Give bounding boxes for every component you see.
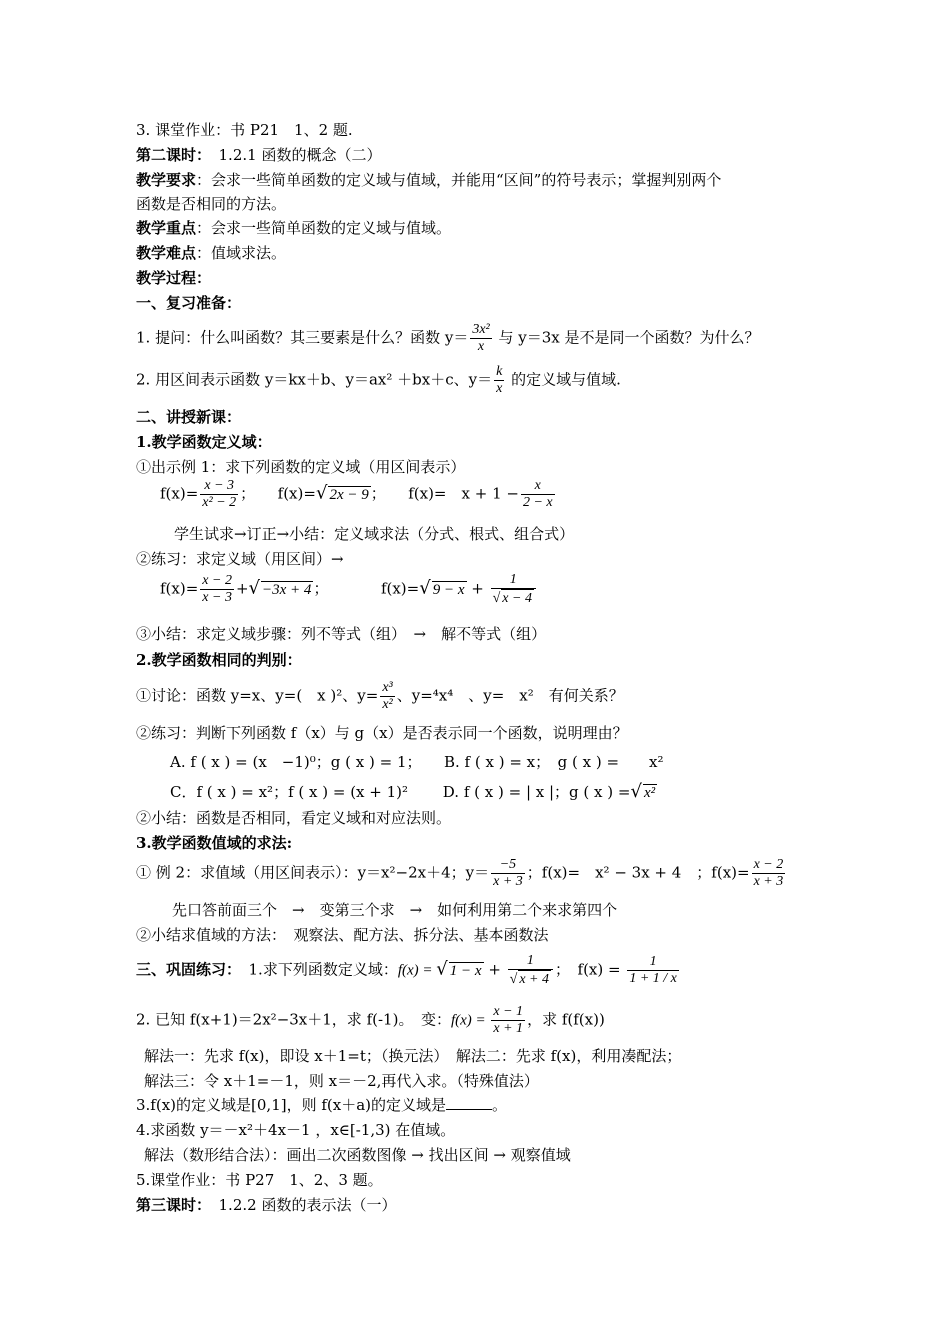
heading-range: 3.教学函数值域的求法:	[136, 834, 293, 852]
line-lesson2-title	[136, 145, 381, 165]
fraction	[200, 478, 238, 511]
line-teaching-requirements-cont: 函数是否相同的方法。	[136, 195, 287, 213]
denominator: x	[470, 338, 491, 355]
radicand: 1 − x	[449, 962, 482, 979]
fraction	[491, 1004, 525, 1037]
text: 1.求下列函数定义域：	[233, 960, 398, 979]
label: 第二课时：	[136, 146, 204, 164]
numerator: x − 3	[204, 478, 235, 493]
line-same-summary: ②小结：函数是否相同，看定义域和对应法则。	[136, 809, 452, 827]
text: 2. 已知 f(x+1)＝2x²−3x＋1，求 f(-1)。 变：	[136, 1010, 451, 1029]
denominator: x + 3	[753, 874, 784, 889]
denominator	[491, 588, 536, 607]
denominator: x	[496, 381, 503, 396]
numerator: x³	[382, 680, 393, 695]
text: ，求 f(f(x))	[527, 1010, 605, 1029]
denominator: 1 + 1 / x	[629, 971, 677, 986]
text: ；f(x)= x² − 3x + 4 ；f(x)=	[526, 863, 750, 882]
line-teaching-requirements	[136, 170, 721, 190]
text: 与 y＝3x 是不是同一个函数？为什么？	[493, 328, 760, 347]
sqrt-icon: √	[436, 958, 448, 980]
text: +	[483, 960, 506, 979]
numerator: 3x²	[472, 322, 490, 337]
line-example1-formulas	[160, 478, 557, 511]
text: 1.2.1 函数的概念（二）	[203, 146, 382, 164]
radicand: x + 4	[519, 972, 550, 987]
fraction	[470, 322, 491, 355]
line-discussion	[136, 680, 624, 713]
line-example1: ①出示例 1：求下列函数的定义域（用区间表示）	[136, 458, 466, 476]
line-consolidation	[136, 953, 681, 988]
line-solution-1-2: 解法一：先求 f(x)，即设 x＋1=t；（换元法） 解法二：先求 f(x)，利用凑配法；	[144, 1047, 682, 1065]
text: ①讨论：函数 y=x、y=( x )²、y=	[136, 686, 379, 705]
line-range-summary: ②小结求值域的方法： 观察法、配方法、拆分法、基本函数法	[136, 926, 549, 944]
numerator: x − 2	[753, 857, 784, 872]
section-label: 三、巩固练习：	[136, 960, 234, 979]
line-review-q1	[136, 322, 760, 355]
answer-blank	[446, 1095, 492, 1110]
line-exercise3	[136, 1095, 507, 1115]
line-choice-cd	[170, 782, 657, 802]
text: f(x)=	[160, 484, 199, 503]
radicand: x²	[643, 785, 656, 801]
text: ； f(x)=	[240, 484, 316, 503]
denominator: x + 1	[493, 1021, 524, 1036]
numerator: 1	[509, 572, 517, 587]
line-lesson3-title	[136, 1195, 396, 1215]
line-solution-3: 解法三：令 x＋1=－1，则 x＝－2,再代入求。（特殊值法）	[144, 1072, 539, 1090]
denominator: x² − 2	[202, 495, 237, 510]
fraction	[494, 364, 504, 397]
line-oral-answer: 先口答前面三个 → 变第三个求 → 如何利用第二个来求第四个	[172, 901, 618, 919]
denominator: x + 3	[493, 874, 523, 889]
line-exercise2	[136, 1004, 605, 1037]
fraction	[508, 953, 553, 988]
line-homework-p27: 5.课堂作业：书 P27 1、2、3 题。	[136, 1171, 383, 1189]
numerator: −5	[499, 857, 517, 872]
radicand: 2x − 9	[329, 486, 369, 503]
line-example2	[136, 857, 787, 890]
denominator: x²	[382, 697, 393, 712]
sqrt-icon: √	[509, 972, 518, 987]
sqrt-icon: √	[248, 577, 261, 599]
heading-domain: 1.教学函数定义域：	[136, 433, 272, 451]
line-practice-domain: ②练习：求定义域（用区间）→	[136, 550, 344, 568]
sqrt-icon: √	[419, 577, 431, 599]
numerator: x − 2	[202, 573, 232, 588]
line-exercise4: 4.求函数 y＝－x²＋4x－1 ，x∈[-1,3) 在值域。	[136, 1121, 456, 1139]
numerator: x	[534, 478, 541, 493]
text: +	[235, 579, 249, 598]
text: ：值域求法。	[196, 244, 287, 262]
line-choice-ab: A. f ( x ) = (x −1)⁰；g ( x ) = 1； B. f ( x ) = x； g ( x ) = x²	[170, 753, 664, 771]
sqrt-icon: √	[315, 482, 328, 504]
text: ：会求一些简单函数的定义域与值域，并能用“区间”的符号表示；掌握判别两个	[196, 171, 722, 189]
heading-same-function: 2.教学函数相同的判别：	[136, 651, 302, 669]
text: ； f(x)= x + 1 −	[370, 484, 519, 503]
fraction	[491, 857, 525, 890]
fraction	[627, 954, 679, 987]
text: 1. 提问：什么叫函数？其三要素是什么？函数 y＝	[136, 328, 469, 347]
line-homework-p21: 3. 课堂作业：书 P21 1、2 题.	[136, 121, 353, 139]
text: 1.2.2 函数的表示法（一）	[203, 1196, 397, 1214]
sqrt-icon: √	[492, 591, 501, 606]
fraction	[200, 573, 234, 606]
numerator: k	[496, 364, 503, 379]
line-practice-formulas	[160, 572, 538, 607]
text: ① 例 2：求值域（用区间表示）：y＝x²−2x＋4；y＝	[136, 863, 490, 882]
fraction	[491, 572, 536, 607]
radicand: −3x + 4	[262, 581, 312, 598]
line-domain-summary: ③小结：求定义域步骤：列不等式（组） → 解不等式（组）	[136, 625, 547, 643]
text: ； f(x) =	[555, 960, 626, 979]
sqrt-icon: √	[630, 781, 642, 802]
denominator: 2 − x	[522, 495, 553, 510]
text: +	[466, 579, 489, 598]
fraction	[752, 857, 786, 890]
line-solution-graph: 解法（数形结合法）：画出二次函数图像 → 找出区间 → 观察值域	[144, 1146, 571, 1164]
text: 3.f(x)的定义域是[0,1]，则 f(x＋a)的定义域是	[136, 1096, 447, 1114]
text: f(x)=	[160, 579, 199, 598]
fraction	[380, 680, 394, 713]
line-practice-judge: ②练习：判断下列函数 f（x）与 g（x）是否表示同一个函数，说明理由？	[136, 724, 628, 742]
denominator: x − 3	[202, 590, 232, 605]
section-review: 一、复习准备：	[136, 294, 242, 312]
line-key-points	[136, 218, 451, 238]
line-student-attempt: 学生试求→订正→小结：定义域求法（分式、根式、组合式）	[174, 525, 575, 543]
text: C．f ( x ) = x²；f ( x ) = (x + 1)² D. f ( x ) = | x |；g ( x ) =	[170, 783, 631, 801]
text: f(x) =	[450, 1012, 490, 1029]
text: 2. 用区间表示函数 y＝kx＋b、y＝ax² ＋bx＋c、y＝	[136, 370, 493, 389]
radicand: x − 4	[502, 591, 532, 606]
numerator: x − 1	[493, 1004, 524, 1019]
line-process: 教学过程：	[136, 269, 212, 287]
label: 教学难点	[136, 244, 197, 262]
text: 、y=⁴x⁴ 、y= x² 有何关系？	[396, 686, 624, 705]
label: 教学要求	[136, 171, 197, 189]
text: f(x) =	[397, 962, 437, 979]
fraction	[521, 478, 555, 511]
text: ：会求一些简单函数的定义域与值域。	[196, 219, 452, 237]
text: 。	[492, 1096, 508, 1114]
radicand: 9 − x	[432, 581, 465, 598]
line-difficulty	[136, 243, 286, 263]
denominator	[508, 969, 553, 988]
numerator: 1	[649, 954, 657, 969]
text: ； f(x)=	[313, 579, 420, 598]
line-review-q2	[136, 364, 621, 397]
section-new-lesson: 二、讲授新课：	[136, 408, 242, 426]
label: 教学重点	[136, 219, 197, 237]
numerator: 1	[526, 953, 534, 968]
label: 第三课时：	[136, 1196, 204, 1214]
text: 的定义域与值域.	[506, 370, 621, 389]
